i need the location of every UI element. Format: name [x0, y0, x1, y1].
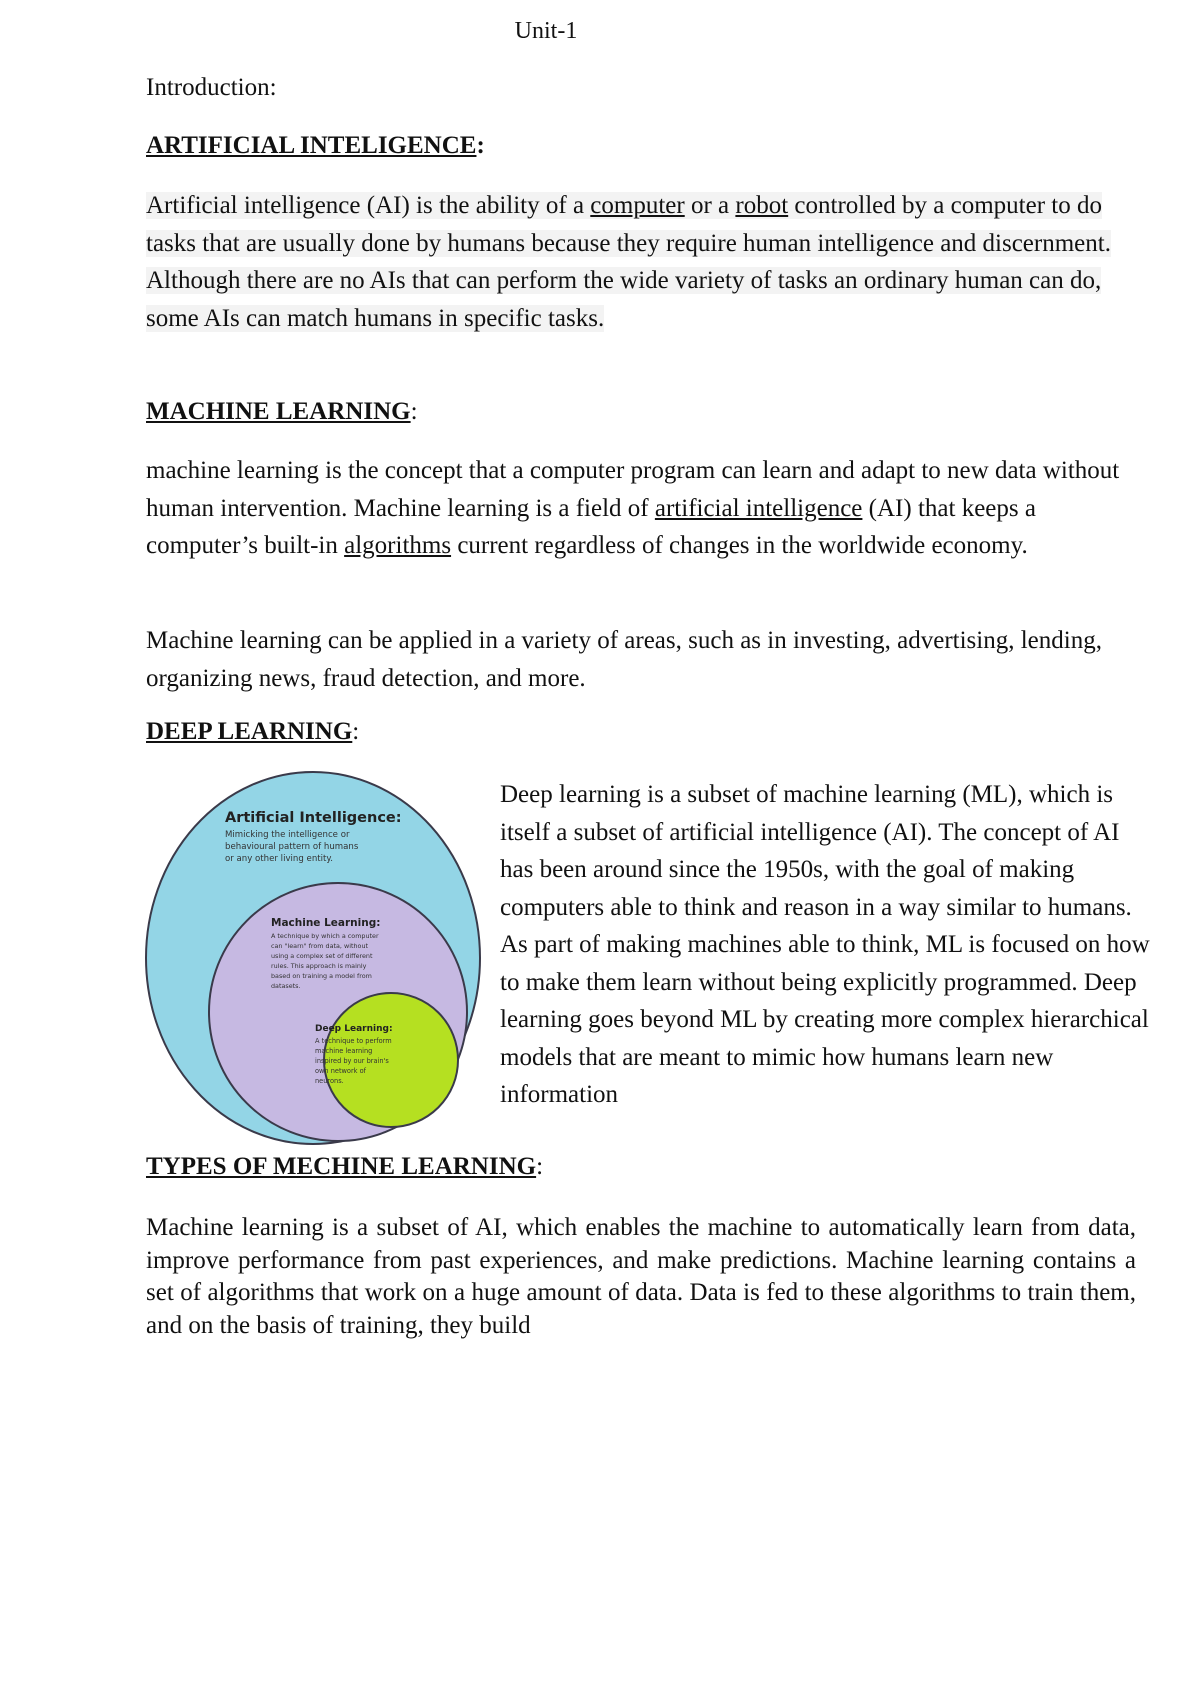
- ml-text-2: (AI) that keeps a computer’s built-in: [146, 494, 1036, 560]
- dl-heading-text: DEEP LEARNING: [146, 718, 353, 745]
- ai-text-2: or a: [684, 192, 736, 219]
- artificial-intelligence-link[interactable]: artificial intelligence: [654, 494, 863, 522]
- ml-heading-colon: :: [410, 398, 418, 425]
- ml-diagram-desc-2: can "learn" from data, without: [271, 942, 368, 950]
- ml-heading-text: MACHINE LEARNING: [146, 398, 411, 425]
- ml-paragraph-1: [146, 452, 1136, 565]
- ai-heading-colon: :: [476, 132, 485, 159]
- ml-paragraph-2: Machine learning can be applied in a variety of areas, such as in investing, advertising, lending, organizing news, fraud detection, and more.: [146, 627, 1102, 692]
- computer-link[interactable]: computer: [590, 192, 685, 219]
- ml-diagram-desc-1: A technique by which a computer: [271, 932, 379, 940]
- dl-diagram-desc-4: own network of: [315, 1067, 366, 1075]
- dl-diagram-desc-1: A technique to perform: [315, 1037, 392, 1045]
- algorithms-link[interactable]: algorithms: [344, 532, 452, 560]
- ai-diagram-desc-1: Mimicking the intelligence or: [225, 830, 350, 840]
- dl-heading: [146, 718, 359, 746]
- ml-diagram-desc-6: datasets.: [271, 982, 301, 990]
- ml-text-3: current regardless of changes in the worldwide economy.: [451, 532, 1028, 560]
- dl-diagram-desc-5: neurons.: [315, 1077, 344, 1085]
- robot-link[interactable]: robot: [735, 192, 789, 219]
- types-paragraph: Machine learning is a subset of AI, which enables the machine to automatically learn from data, improve performance from past experiences, and make predictions. Machine learning contains a set of algorithms that work on a huge amount of data. Data is fed to these algorithms to train them, and on the basis of training, they build: [146, 1214, 1136, 1339]
- ml-diagram-desc-3: using a complex set of different: [271, 952, 373, 960]
- ai-paragraph: [146, 187, 1136, 337]
- dl-diagram-desc-3: inspired by our brain's: [315, 1057, 389, 1065]
- ml-diagram-desc-5: based on training a model from: [271, 972, 372, 980]
- dl-heading-colon: :: [352, 718, 360, 745]
- ai-diagram-desc-2: behavioural pattern of humans: [225, 842, 359, 852]
- ai-paragraph-shaded: [146, 192, 1111, 332]
- nested-circles-svg: [143, 770, 483, 1150]
- dl-diagram-title: Deep Learning:: [315, 1024, 393, 1034]
- ai-diagram-desc-3: or any other living entity.: [225, 854, 334, 864]
- ml-diagram-desc-4: rules. This approach is mainly: [271, 962, 367, 970]
- dl-paragraph: Deep learning is a subset of machine learning (ML), which is itself a subset of artificial intelligence (AI). The concept of AI has been around since the 1950s, with the goal of making computers able to think and reason in a way similar to humans. As part of making machines able to think, ML is focused on how to make them learn without being explicitly programmed. Deep learning goes beyond ML by creating more complex hierarchical models that are meant to mimic how humans learn new information: [500, 781, 1150, 1108]
- page-title: Unit-1: [514, 18, 578, 44]
- types-heading-text: TYPES OF MECHINE LEARNING: [146, 1153, 537, 1180]
- ai-text-3: controlled by a computer to do tasks that are usually done by humans because they require human intelligence and discernment. Although there are no AIs that can perform the wide variety of tasks an ordinary human can do, some AIs can match humans in specific tasks.: [146, 192, 1111, 332]
- intro-label: Introduction:: [146, 74, 277, 101]
- ml-diagram-title: Machine Learning:: [271, 917, 381, 929]
- ai-heading-text: ARTIFICIAL INTELIGENCE: [146, 132, 477, 159]
- types-heading-colon: :: [536, 1153, 544, 1180]
- dl-diagram-desc-2: machine learning: [315, 1047, 373, 1055]
- ai-text-1: Artificial intelligence (AI) is the ability of a: [146, 192, 591, 219]
- types-heading: [146, 1153, 543, 1181]
- ai-ml-dl-diagram: [143, 770, 483, 1150]
- ai-diagram-title: Artificial Intelligence:: [225, 810, 402, 826]
- ml-heading: [146, 398, 418, 426]
- ml-text-1: machine learning is the concept that a computer program can learn and adapt to new data without human intervention. Machine learning is a field of: [146, 457, 1120, 522]
- ai-heading: [146, 132, 485, 160]
